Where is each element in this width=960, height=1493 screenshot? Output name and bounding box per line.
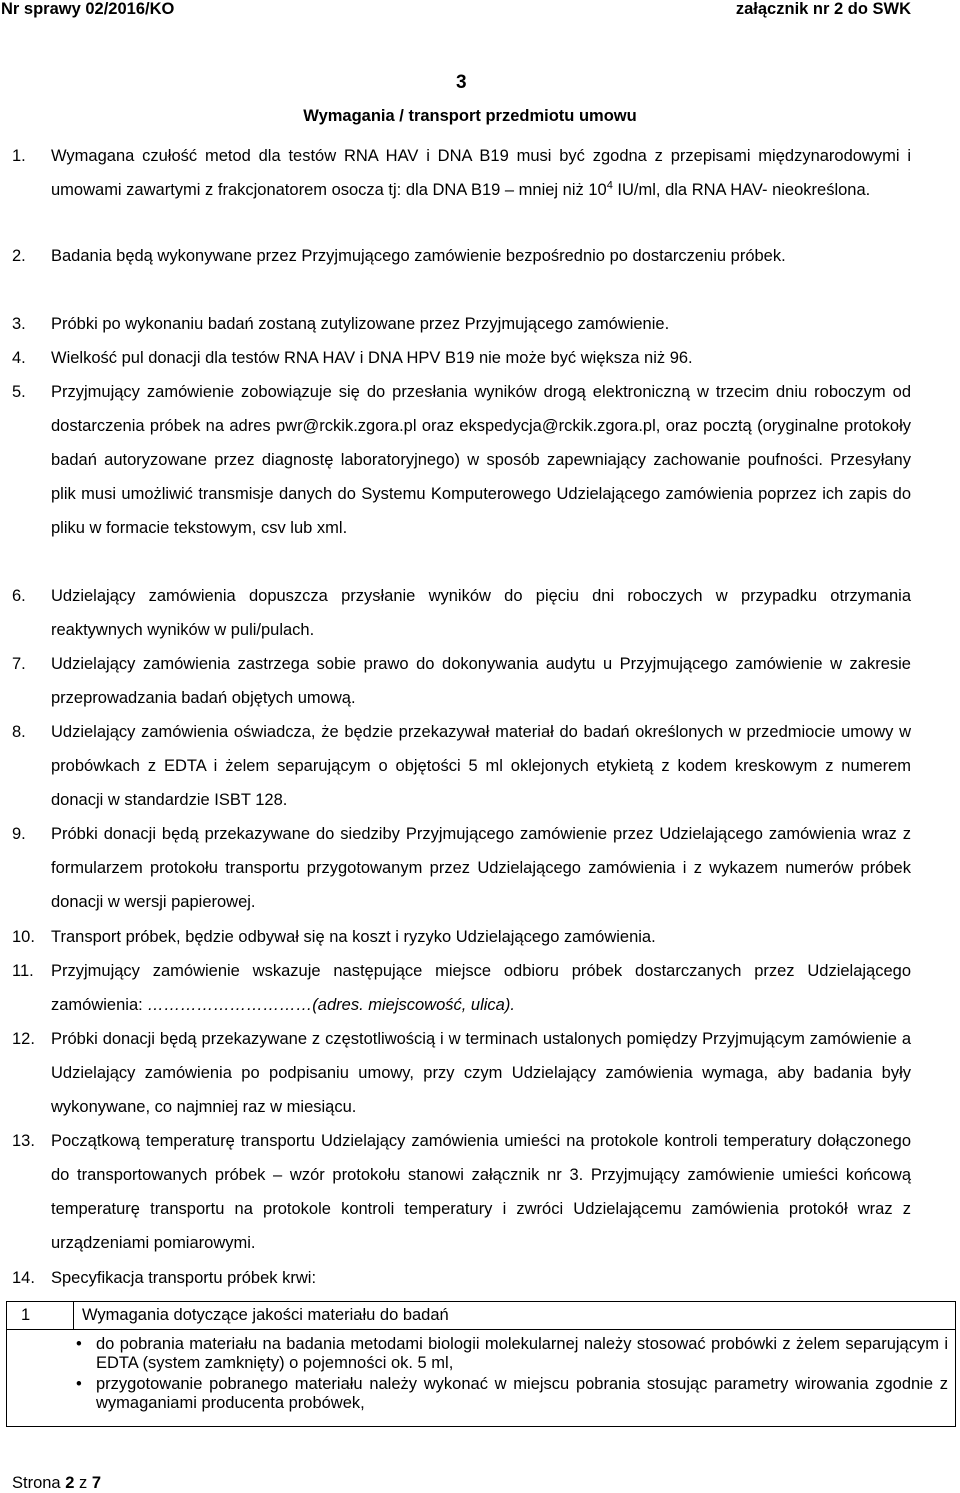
- item-number: 5.: [12, 383, 26, 401]
- current-page: 2: [65, 1474, 75, 1492]
- item-number: 12.: [12, 1030, 35, 1048]
- page-header: [0, 0, 960, 22]
- item-number: 10.: [12, 928, 35, 946]
- item-text: Specyfikacja transportu próbek krwi:: [51, 1269, 317, 1287]
- bullet-icon: •: [76, 1335, 82, 1353]
- item-text-part: IU/ml, dla RNA HAV- nieokreślona.: [612, 181, 871, 199]
- item-number: 1.: [12, 147, 26, 165]
- item-text: Badania będą wykonywane przez Przyjmującego zamówienie bezpośrednio po dostarczeniu próbek.: [51, 247, 786, 265]
- page-footer: [12, 1474, 101, 1493]
- footer-of: z: [79, 1474, 88, 1492]
- item-text: Przyjmujący zamówienie zobowiązuje się do przesłania wyników drogą elektroniczną w trzecim dniu roboczym od dostarczenia próbek na adres pwr@rckik.zgora.pl oraz ekspedycja@rckik.zgora.pl, oraz pocztą (oryginalne protokoły badań autoryzowane przez diagnostę laboratoryjnego) w sposób zapewniający zachowanie poufności. Przesyłany plik musi umożliwić transmisje danych do Systemu Komputerowego Udzielającego zamówienia poprzez ich zapis do pliku w formacie tekstowym, csv lub xml.: [51, 383, 911, 537]
- item-text: Początkową temperaturę transportu Udzielający zamówienia umieści na protokole kontroli temperatury dołączonego do transportowanych próbek – wzór protokołu stanowi załącznik nr 3. Przyjmujący zamówienie umieści końcową temperaturę transportu na protokole kontroli temperatury i zwróci Udzielającemu zamówienia protokół wraz z urządzeniami pomiarowymi.: [51, 1132, 911, 1252]
- item-text: Próbki po wykonaniu badań zostaną zutylizowane przez Przyjmującego zamówienie.: [51, 315, 670, 333]
- requirement-text: do pobrania materiału na badania metodami biologii molekularnej należy stosować probówki z żelem separującym i EDTA (system zamknięty) o pojemności ok. 5 ml,: [96, 1335, 948, 1372]
- item-text: Udzielający zamówienia zastrzega sobie prawo do dokonywania audytu u Przyjmującego zamówienie w zakresie przeprowadzania badań objętych umową.: [51, 655, 911, 707]
- item-text: Udzielający zamówienia dopuszcza przysłanie wyników do pięciu dni roboczych w przypadku otrzymania reaktywnych wyników w puli/pulach.: [51, 587, 911, 639]
- item-text: [51, 954, 911, 1022]
- table-heading: Wymagania dotyczące jakości materiału do badań: [74, 1302, 956, 1330]
- item-text-part: Przyjmujący zamówienie wskazuje następujące miejsce odbioru próbek dostarczanych przez Udzielającego zamówienia:: [51, 962, 911, 1014]
- item-number: 9.: [12, 825, 26, 843]
- requirements-list: [8, 1331, 954, 1425]
- section-title: [0, 107, 960, 126]
- item-number: 4.: [12, 349, 26, 367]
- item-text: Udzielający zamówienia oświadcza, że będzie przekazywał materiał do badań określonych w przedmiocie umowy w probówkach z EDTA i żelem separującym o objętości 5 ml oklejonych etykietą z kodem kreskowym z numerem donacji w standardzie ISBT 128.: [51, 723, 911, 809]
- requirement-item: [14, 1335, 948, 1373]
- item-number: 8.: [12, 723, 26, 741]
- item-number: 14.: [12, 1269, 35, 1287]
- superscript: 4: [606, 179, 613, 192]
- attachment-label: załącznik nr 2 do SWK: [735, 0, 911, 18]
- total-pages: 7: [91, 1474, 102, 1492]
- item-number: 13.: [12, 1132, 35, 1150]
- transport-spec-table: [6, 1301, 956, 1427]
- bullet-icon: •: [76, 1375, 82, 1393]
- item-number: 11.: [12, 962, 34, 980]
- requirement-text: przygotowanie pobranego materiału należy wykonać w miejscu pobrania stosując parametry wirowania zgodnie z wymaganiami producenta probówek,: [96, 1375, 948, 1412]
- item-number: 2.: [12, 247, 26, 265]
- requirement-item: [14, 1375, 948, 1413]
- section-title-text: Wymagania / transport przedmiotu umowu: [303, 107, 637, 125]
- item-number: 7.: [12, 655, 26, 673]
- item-text: Próbki donacji będą przekazywane z częstotliwością i w terminach ustalonych pomiędzy Przyjmującym zamówienie a Udzielający zamówienia po podpisaniu umowy, przy czym Udzielający zamówienia wymaga, aby badania były wykonywane, co najmniej raz w miesiącu.: [51, 1030, 911, 1116]
- address-placeholder: …………………………(adres. miejscowość, ulica).: [147, 996, 515, 1014]
- footer-label: Strona: [12, 1474, 61, 1492]
- item-number: 6.: [12, 587, 26, 605]
- item-text: [51, 139, 911, 207]
- item-text: Próbki donacji będą przekazywane do siedziby Przyjmującego zamówienie przez Udzielającego zamówienia wraz z formularzem protokołu transportu przygotowanym przez Udzielającego zamówienia i z wykazem numerów próbek donacji w wersji papierowej.: [51, 825, 911, 911]
- row-number-cell: 1: [7, 1302, 74, 1330]
- requirements-cell: [7, 1330, 956, 1427]
- table-row: [7, 1330, 956, 1427]
- case-number: Nr sprawy 02/2016/KO: [1, 0, 175, 18]
- table-header-row: [7, 1302, 956, 1330]
- item-number: 3.: [12, 315, 26, 333]
- section-number: 3: [456, 72, 467, 93]
- item-text: Transport próbek, będzie odbywał się na koszt i ryzyko Udzielającego zamówienia.: [51, 928, 656, 946]
- item-text-part: Wymagana czułość metod dla testów RNA HAV i DNA B19 musi być zgodna z przepisami międzynarodowymi i umowami zawartymi z frakcjonatorem osocza tj: dla DNA B19 – mniej niż 10: [51, 147, 911, 199]
- item-text: Wielkość pul donacji dla testów RNA HAV i DNA HPV B19 nie może być większa niż 96.: [51, 349, 693, 367]
